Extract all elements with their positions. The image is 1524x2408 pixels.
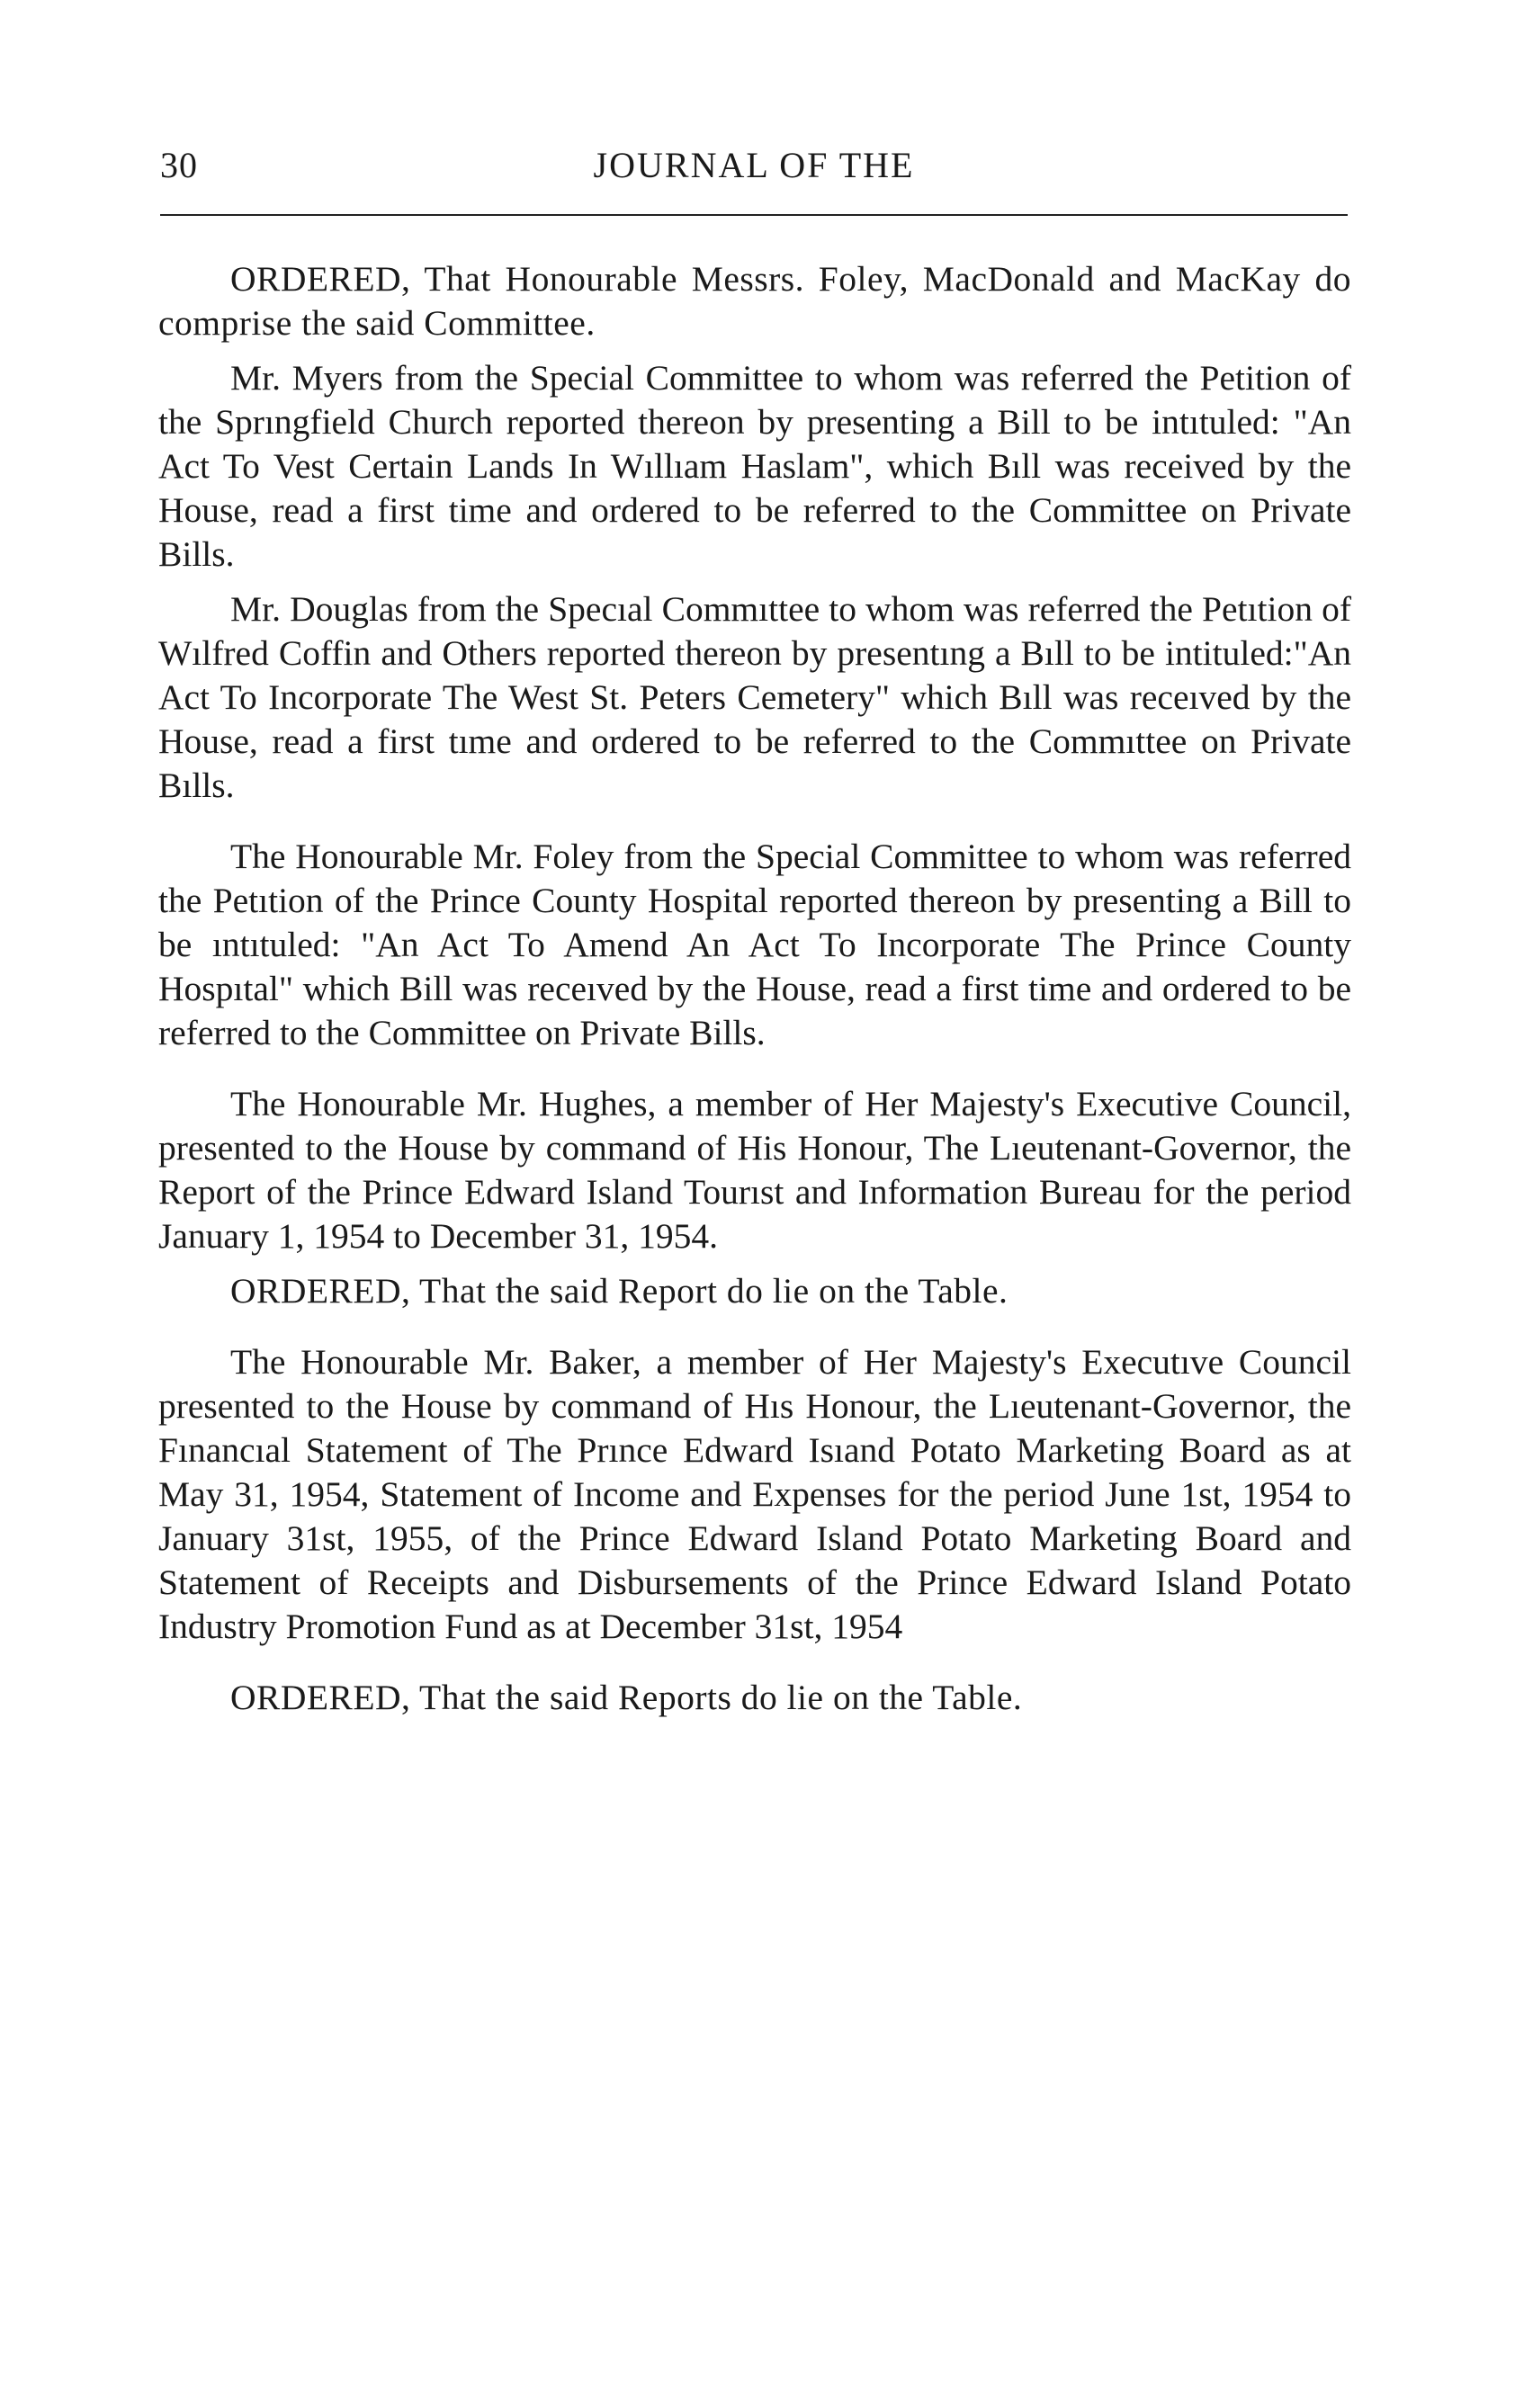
douglas-report-paragraph: Mr. Douglas from the Specıal Commıttee to whom was referred the Petıtion of Wılfred Coffin and Others reported thereon by presentıng a Bıll to be intituled:"An Act To Incorporate The West St. Peters Cemetery" which Bıll was receıved by the House, read a first tıme and ordered to be referred to the Commıttee on Private Bılls. xyxy=(158,589,1351,805)
baker-statement-paragraph: The Honourable Mr. Baker, a member of Her Majesty's Executıve Council presented to the House by command of Hıs Honour, the Lıeutenant-Governor, the Fınancıal Statement of The Prınce Edward Isıand Potato Marketing Board as at May 31, 1954, Statement of Income and Expenses for the period June 1st, 1954 to January 31st, 1955, of the Prince Edward Island Potato Marketing Board and Statement of Receipts and Disbursements of the Prince Edward Island Potato Industry Promotion Fund as at December 31st, 1954 xyxy=(158,1342,1351,1646)
hughes-report-paragraph: The Honourable Mr. Hughes, a member of Her Majesty's Executive Council, presented to the House by command of His Honour, The Lıeutenant-Governor, the Report of the Prince Edward Island Tourıst and Information Bureau for the period January 1, 1954 to December 31, 1954. xyxy=(158,1084,1351,1256)
page-number: 30 xyxy=(160,145,198,185)
order-committee-paragraph: ORDERED, That Honourable Messrs. Foley, MacDonald and MacKay do comprise the said Committee. xyxy=(158,259,1351,343)
order-report-table-paragraph: ORDERED, That the said Report do lie on the Table. xyxy=(230,1271,1009,1311)
journal-body xyxy=(158,257,1351,1720)
foley-report-paragraph: The Honourable Mr. Foley from the Special Committee to whom was referred the Petıtion of the Prince County Hospital reported thereon by presenting a Bill to be ıntıtuled: "An Act To Amend An Act To Incorporate The Prince County Hospıtal" which Bill was receıved by the House, read a first time and ordered to be referred to the Committee on Private Bills. xyxy=(158,837,1351,1052)
myers-report-paragraph: Mr. Myers from the Special Committee to whom was referred the Petition of the Sprıngfield Church reported thereon by presenting a Bill to be intıtuled: "An Act To Vest Certain Lands In Wıllıam Haslam", which Bıll was received by the House, read a first time and ordered to be referred to the Committee on Private Bills. xyxy=(158,358,1351,574)
running-head: JOURNAL OF THE xyxy=(593,145,915,185)
page-header xyxy=(160,135,1348,198)
order-reports-table-paragraph: ORDERED, That the said Reports do lie on the Table. xyxy=(230,1678,1023,1717)
header-rule xyxy=(160,214,1348,216)
